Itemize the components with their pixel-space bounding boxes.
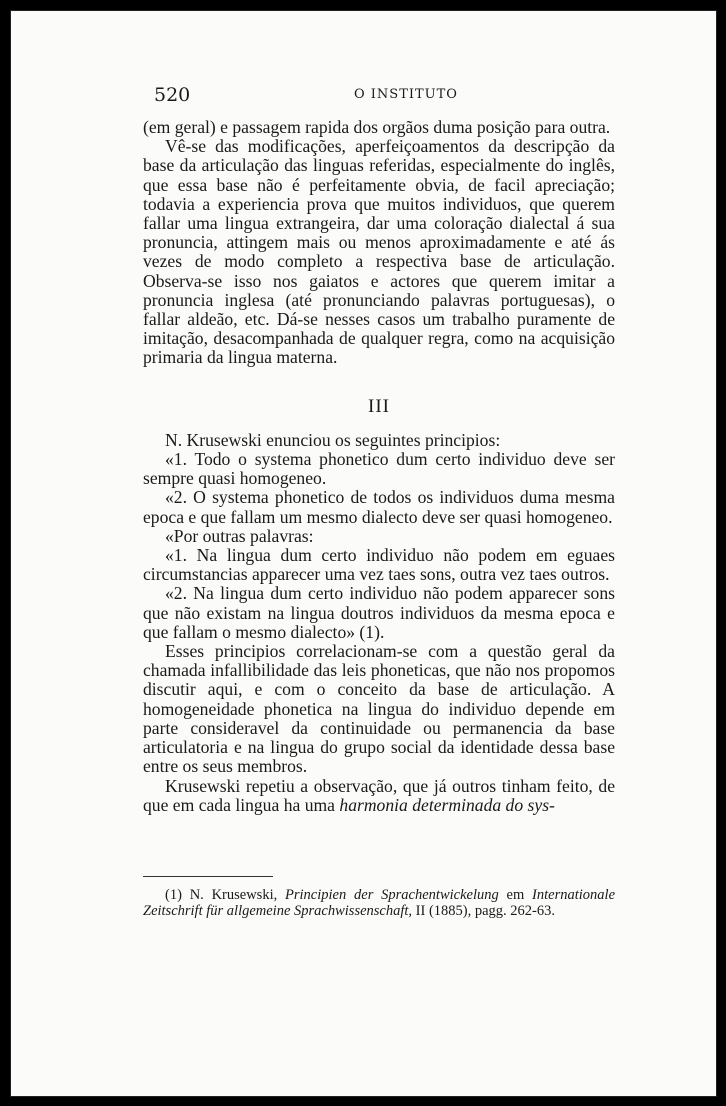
paragraph: «1. Na lingua dum certo individuo não podem em eguaes circumstancias apparecer uma vez taes sons, outra vez taes outros.: [143, 545, 615, 585]
body-text: [143, 118, 615, 815]
paragraph: «2. O systema phonetico de todos os individuos duma mesma epoca e que fallam um mesmo dialecto deve ser quasi homogeneo.: [143, 487, 615, 527]
footnote: [143, 888, 615, 919]
paragraph: Vê-se das modificações, aperfeiçoamentos da descripção da base da articulação das linguas referidas, especialmente do inglês, que essa base não é perfeitamente obvia, de facil apreciação; todavia a experiencia prova que muitos individuos, que querem fallar uma lingua extrangeira, dar uma coloração dialectal á sua pronuncia, attingem mais ou menos aproximadamente e até ás vezes de modo completo a respectiva base de articulação. Observa-se isso nos gaiatos e actores que querem imitar a pronuncia inglesa (até pronunciando palavras portuguesas), o fallar aldeão, etc. Dá-se nesses casos um trabalho puramente de imitação, desacompanhada de qualquer regra, como na acquisição primaria da lingua materna.: [143, 136, 615, 368]
footnote-rule: [143, 876, 273, 877]
paragraph: «1. Todo o systema phonetico dum certo individuo deve ser sempre quasi homogeneo.: [143, 449, 615, 489]
paragraph-last: [143, 777, 615, 815]
footnote-rest: II (1885), pagg. 262-63.: [415, 902, 556, 919]
paragraph: Esses principios correlacionam-se com a questão geral da chamada infallibilidade das leis phoneticas, que não nos propomos discutir aqui, e com o conceito da base de articulação. A homogeneidade phonetica na lingua do individuo depende em parte consideravel da continuidade ou permanencia da base articulatoria e na lingua do grupo social da identidade dessa base entre os seus membros.: [143, 641, 615, 777]
paragraph: N. Krusewski enunciou os seguintes principios:: [165, 429, 501, 450]
running-title: O INSTITUTO: [354, 87, 458, 102]
paragraph-text: Krusewski repetiu a observação, que já outros tinham feito, de que em cada lingua ha uma: [143, 775, 615, 815]
paragraph: (em geral) e passagem rapida dos orgãos duma posição para outra.: [143, 117, 611, 137]
footnote-journal: Internationale Zeitschrift für allgemeine Sprachwissenschaft,: [143, 887, 616, 919]
footnote-in: em: [506, 887, 525, 903]
paragraph: «Por outras palavras:: [165, 525, 314, 546]
italic-phrase: harmonia determinada do sys-: [339, 794, 555, 815]
page-number: 520: [154, 84, 191, 106]
footnote-title: Principien der Sprachentwickelung: [285, 887, 499, 903]
footnote-marker: (1) N. Krusewski,: [165, 887, 278, 903]
paragraph: «2. Na lingua dum certo individuo não podem apparecer sons que não existam na lingua doutros individuos da mesma epoca e que fallam o mesmo dialecto» (1).: [143, 583, 615, 642]
section-heading: III: [368, 395, 390, 417]
